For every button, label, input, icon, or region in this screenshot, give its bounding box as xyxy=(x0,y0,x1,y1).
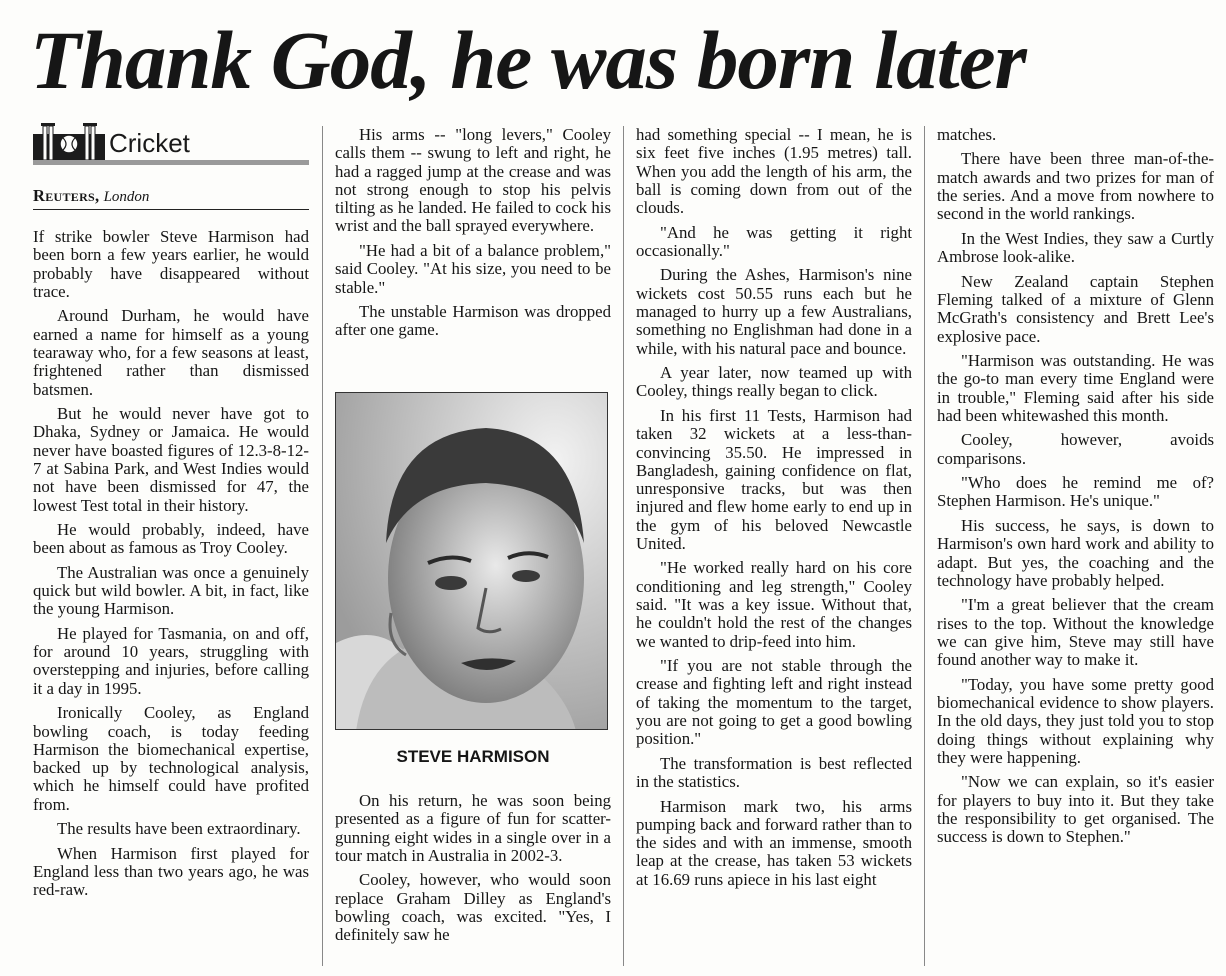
paragraph: He would probably, indeed, have been about as famous as Troy Cooley. xyxy=(33,520,309,558)
paragraph: "And he was getting it right occasionally." xyxy=(636,222,912,260)
article-column-1 xyxy=(33,228,309,906)
section-header xyxy=(33,118,309,164)
article-column-2-top xyxy=(335,126,611,346)
article-column-4 xyxy=(937,126,1214,853)
paragraph: "Now we can explain, so it's easier for players to buy into it. But they take the responsibility to get organised. The success is down to Stephen." xyxy=(937,772,1214,847)
player-photo xyxy=(335,392,608,730)
headline: Thank God, he was born later xyxy=(30,14,1026,106)
paragraph: The results have been extraordinary. xyxy=(57,819,301,839)
article-column-2-bottom xyxy=(335,792,611,951)
column-divider xyxy=(924,126,925,966)
paragraph: But he would never have got to Dhaka, Sydney or Jamaica. He would never have boasted figures of 12.3-8-12-7 at Sabina Park, and West Indies would not have been dismissed for 47, the lowest Test total in their history. xyxy=(33,404,309,515)
cricket-ball-stumps-icon xyxy=(33,120,105,160)
paragraph: There have been three man-of-the-match awards and two prizes for man of the series. And a move from nowhere to second in the world rankings. xyxy=(937,149,1214,224)
paragraph: His success, he says, is down to Harmison's own hard work and ability to adapt. But yes, the coaching and the technology have probably helped. xyxy=(937,515,1214,590)
section-label: Cricket xyxy=(109,128,190,158)
paragraph: In the West Indies, they saw a Curtly Ambrose look-alike. xyxy=(937,228,1214,267)
paragraph: He played for Tasmania, on and off, for around 10 years, struggling with overstepping and injuries, before calling it a day in 1995. xyxy=(33,623,309,698)
paragraph: "If you are not stable through the crease and fighting left and right instead of taking the momentum to the target, you are not going to get a good bowling position." xyxy=(636,656,912,749)
paragraph: During the Ashes, Harmison's nine wickets cost 50.55 runs each but he managed to hurry up a few Australians, something no Englishman had done in a while, with his natural pace and bounce. xyxy=(636,265,912,358)
section-rule xyxy=(33,160,309,165)
paragraph: Cooley, however, avoids comparisons. xyxy=(937,430,1214,468)
paragraph: The transformation is best reflected in the statistics. xyxy=(636,753,912,792)
paragraph: "He worked really hard on his core conditioning and leg strength," Cooley said. "It was a key issue. Without that, he couldn't hold the rest of the changes we wanted to drip-feed into him. xyxy=(636,558,912,651)
paragraph: The Australian was once a genuinely quick but wild bowler. A bit, in fact, like the young Harmison. xyxy=(33,562,309,619)
paragraph: Cooley, however, who would soon replace Graham Dilley as England's bowling coach, was excited. "Yes, I definitely saw he xyxy=(335,870,611,945)
paragraph: Around Durham, he would have earned a name for himself as a young tearaway who, for a few seasons at least, frightened rather than dismissed batsmen. xyxy=(33,306,309,399)
paragraph: When Harmison first played for England less than two years ago, he was red-raw. xyxy=(33,843,309,900)
paragraph: Harmison mark two, his arms pumping back and forward rather than to the sides and with an immense, smooth leap at the crease, has taken 53 wickets at 16.69 runs apiece in his last eight xyxy=(636,796,912,889)
photo-caption: STEVE HARMISON xyxy=(396,747,550,766)
photo-illustration xyxy=(336,393,608,730)
byline-place: London xyxy=(103,189,150,205)
paragraph: His arms -- "long levers," Cooley calls them -- swung to left and right, he had a ragged jump at the crease and was not strong enough to stop his pelvis tilting as he landed. He failed to cock his wrist and the ball sprayed everywhere. xyxy=(335,125,611,236)
paragraph: matches. xyxy=(937,125,997,144)
paragraph: "I'm a great believer that the cream rises to the top. Without the knowledge we can give him, Steve may still have found another way to make it. xyxy=(937,595,1214,670)
paragraph: Ironically Cooley, as England bowling coach, is today feeding Harmison the biomechanical expertise, backed up by technological analysis, which he himself could have profited from. xyxy=(33,703,309,814)
column-divider xyxy=(623,126,624,966)
paragraph: had something special -- I mean, he is six feet five inches (1.95 metres) tall. When you add the length of his arm, the ball is coming down from out of the clouds. xyxy=(636,125,912,218)
column-divider xyxy=(322,126,323,966)
paragraph: A year later, now teamed up with Cooley, things really began to click. xyxy=(636,363,912,401)
byline xyxy=(33,186,309,210)
paragraph: In his first 11 Tests, Harmison had taken 32 wickets at a less-than-convincing 35.50. He impressed in Bangladesh, gaining confidence on flat, unresponsive tracks, but was then injured and flew home early to end up in the gym of his beloved Newcastle United. xyxy=(636,405,912,553)
paragraph: "Today, you have some pretty good biomechanical evidence to show players. In the old days, they just told you to stop doing things without explaining why they were happening. xyxy=(937,674,1214,767)
paragraph: If strike bowler Steve Harmison had been born a few years earlier, he would probably have disappeared without trace. xyxy=(33,227,309,301)
paragraph: "He had a bit of a balance problem," said Cooley. "At his size, you need to be stable." xyxy=(335,240,611,297)
article-column-3 xyxy=(636,126,912,895)
byline-agency: Reuters, xyxy=(33,186,100,205)
paragraph: "Who does he remind me of? Stephen Harmison. He's unique." xyxy=(937,473,1214,511)
paragraph: New Zealand captain Stephen Fleming talked of a mixture of Glenn McGrath's consistency and Brett Lee's explosive pace. xyxy=(937,271,1214,346)
paragraph: "Harmison was outstanding. He was the go-to man every time England were in trouble," Fleming said after his side had been whitewashed this month. xyxy=(937,351,1214,425)
paragraph: On his return, he was soon being presented as a figure of fun for scatter-gunning eight wides in a single over in a tour match in Australia in 2002-3. xyxy=(335,791,611,865)
paragraph: The unstable Harmison was dropped after one game. xyxy=(335,302,611,340)
